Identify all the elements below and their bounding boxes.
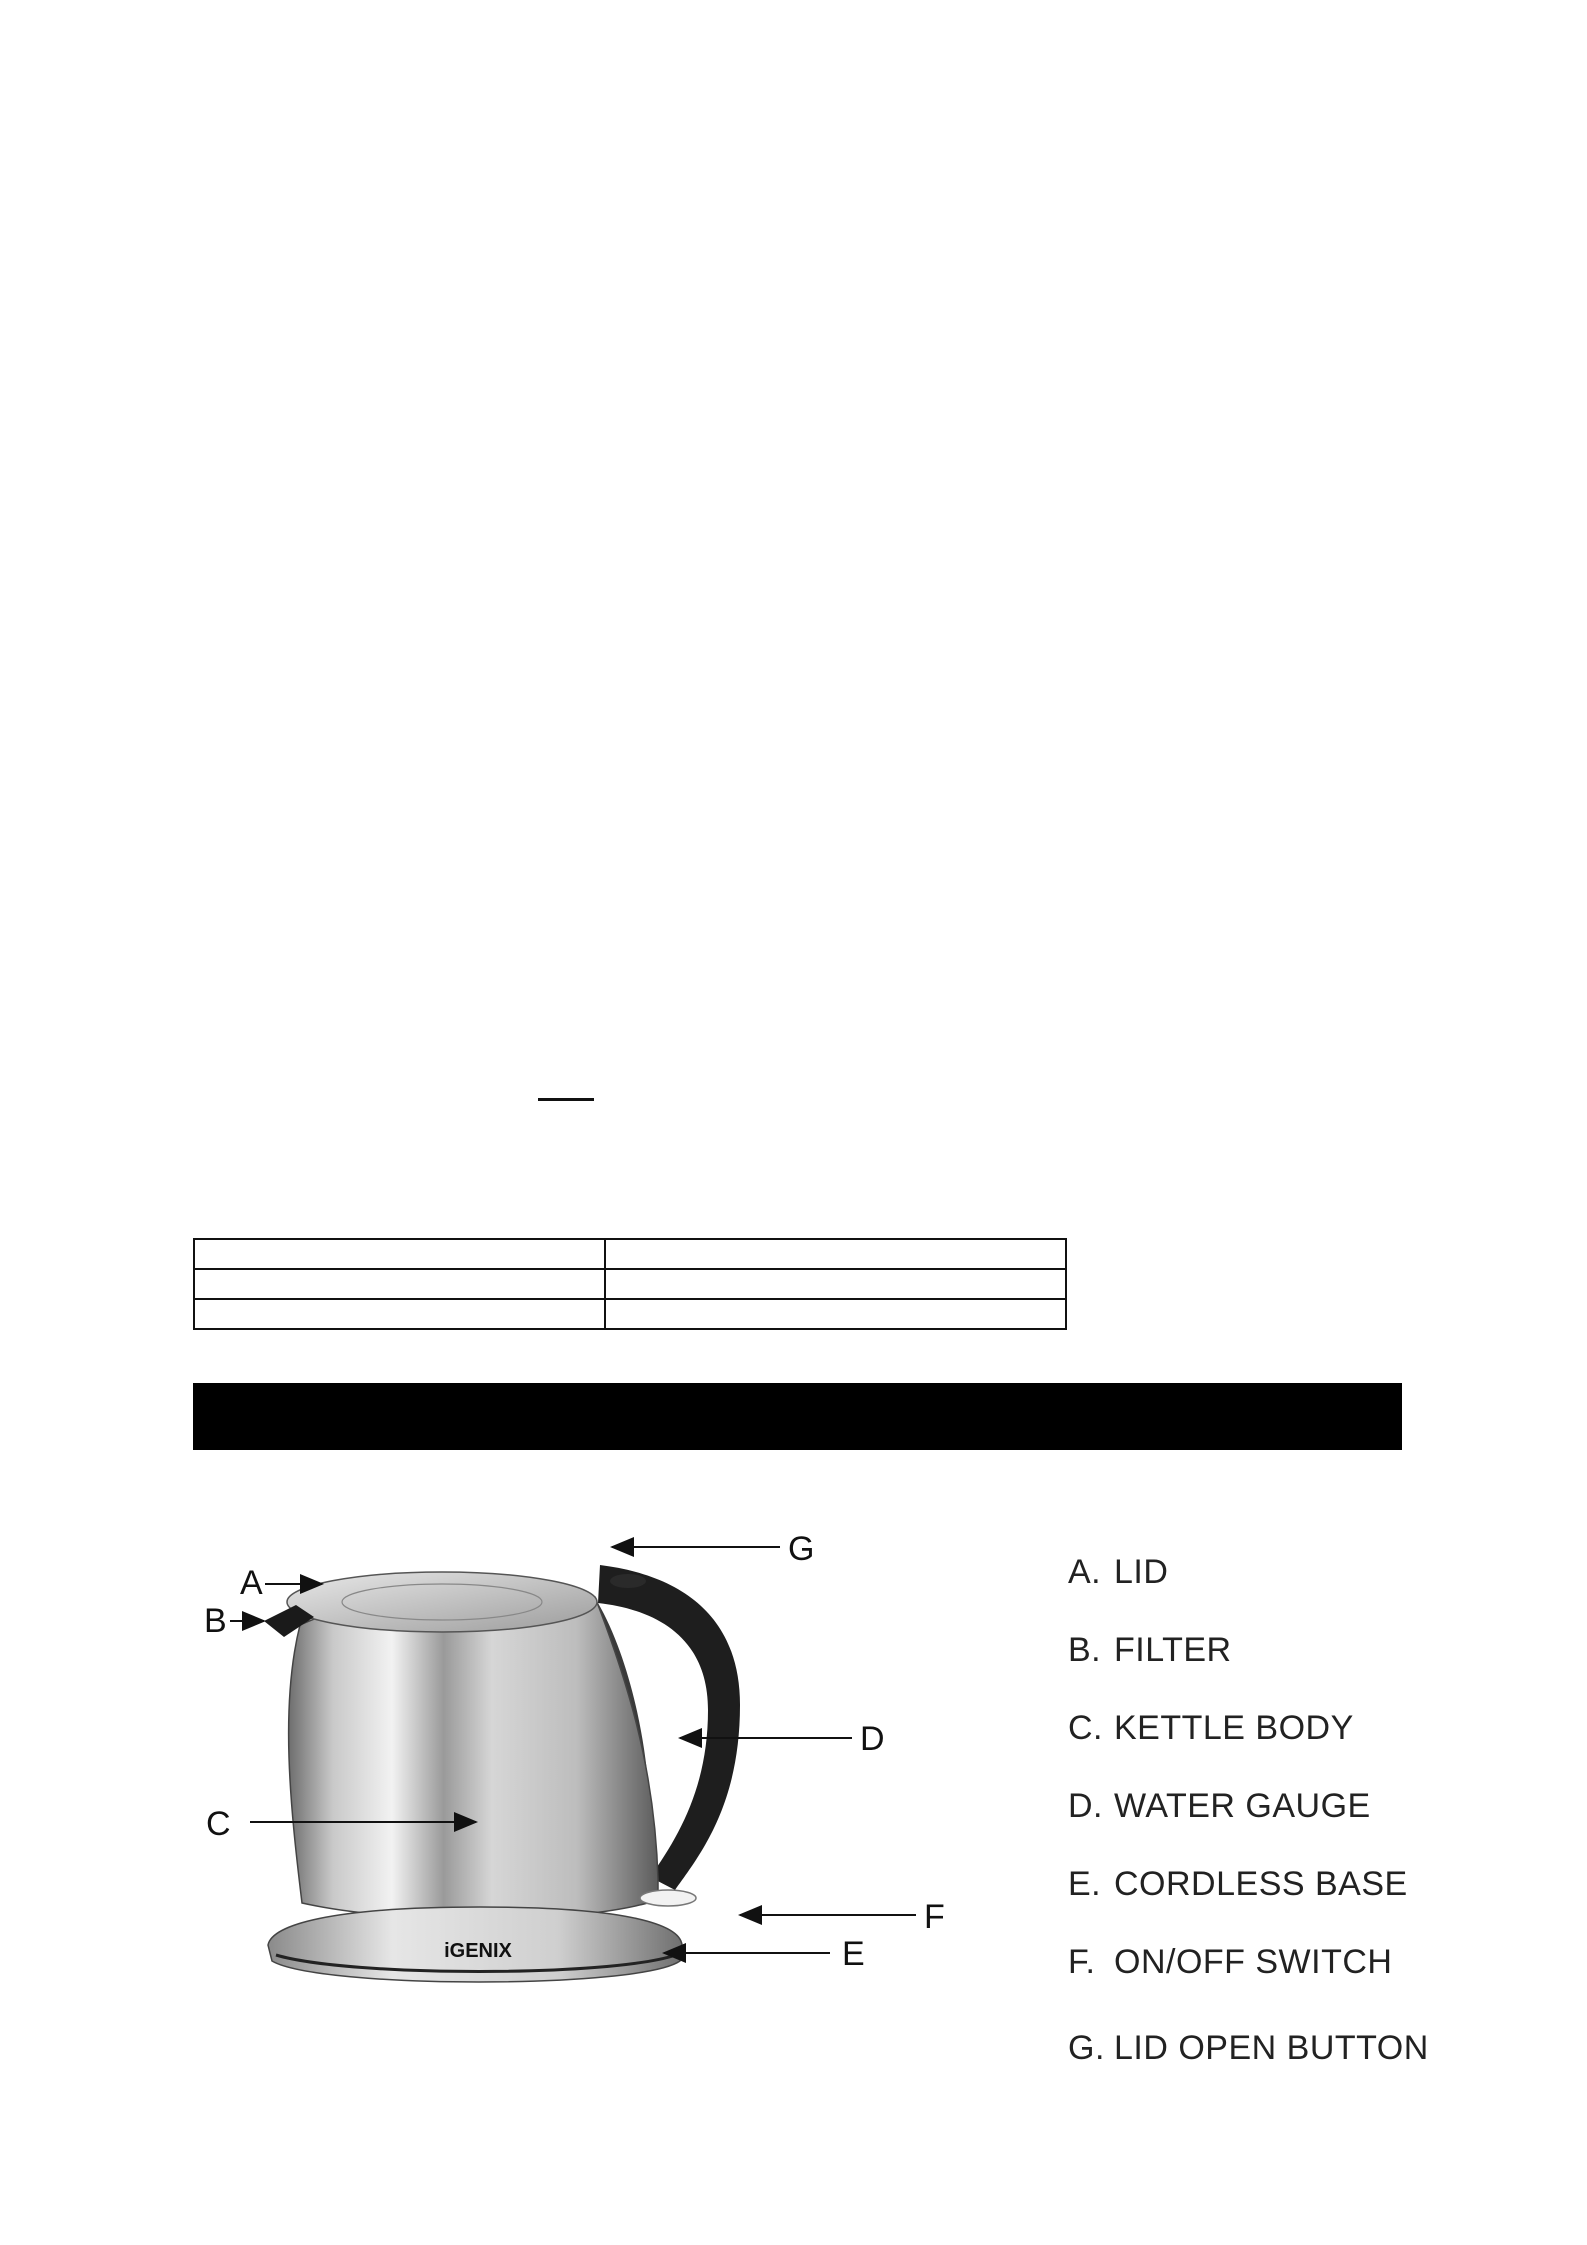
parts-list-item (1068, 1942, 1508, 2020)
on-off-switch (640, 1890, 696, 1906)
part-letter: B. (1068, 1631, 1102, 1669)
kettle-body (289, 1586, 658, 1920)
table-row (194, 1269, 1066, 1299)
parts-list-item (1068, 1708, 1508, 1786)
callout-label-g: G (788, 1530, 815, 1568)
lid-open-button (610, 1574, 646, 1588)
part-name: FILTER (1114, 1631, 1232, 1669)
parts-list-item (1068, 1630, 1508, 1708)
kettle-lid (287, 1572, 597, 1632)
part-name: LID (1114, 1553, 1169, 1591)
kettle-diagram (180, 1505, 945, 2095)
part-letter: G. (1068, 2029, 1105, 2067)
parts-list (1068, 1552, 1508, 2106)
part-name: WATER GAUGE (1114, 1787, 1371, 1825)
table-cell (605, 1299, 1066, 1329)
section-header-bar (193, 1383, 1402, 1450)
part-name: CORDLESS BASE (1114, 1865, 1408, 1903)
part-letter: A. (1068, 1553, 1102, 1591)
table-row (194, 1299, 1066, 1329)
callout-label-b: B (204, 1602, 227, 1640)
part-letter: F. (1068, 1943, 1096, 1981)
parts-list-item (1068, 1552, 1508, 1630)
part-name: LID OPEN BUTTON (1114, 2029, 1429, 2067)
table-cell (194, 1239, 605, 1269)
callout-label-e: E (842, 1935, 865, 1973)
parts-list-item (1068, 2028, 1508, 2106)
parts-list-item (1068, 1864, 1508, 1942)
spec-table (193, 1238, 1067, 1330)
part-name: KETTLE BODY (1114, 1709, 1354, 1747)
table-cell (194, 1269, 605, 1299)
callout-label-d: D (860, 1720, 885, 1758)
part-name: ON/OFF SWITCH (1114, 1943, 1393, 1981)
table-row (194, 1239, 1066, 1269)
brand-logo: iGENIX (444, 1940, 512, 1962)
callout-label-c: C (206, 1805, 231, 1843)
table-cell (194, 1299, 605, 1329)
part-letter: C. (1068, 1709, 1103, 1747)
table-cell (605, 1239, 1066, 1269)
callout-label-a: A (240, 1564, 263, 1602)
part-letter: D. (1068, 1787, 1103, 1825)
part-letter: E. (1068, 1865, 1102, 1903)
underline-mark (538, 1098, 594, 1101)
callout-label-f: F (924, 1898, 945, 1936)
parts-list-item (1068, 1786, 1508, 1864)
table-cell (605, 1269, 1066, 1299)
